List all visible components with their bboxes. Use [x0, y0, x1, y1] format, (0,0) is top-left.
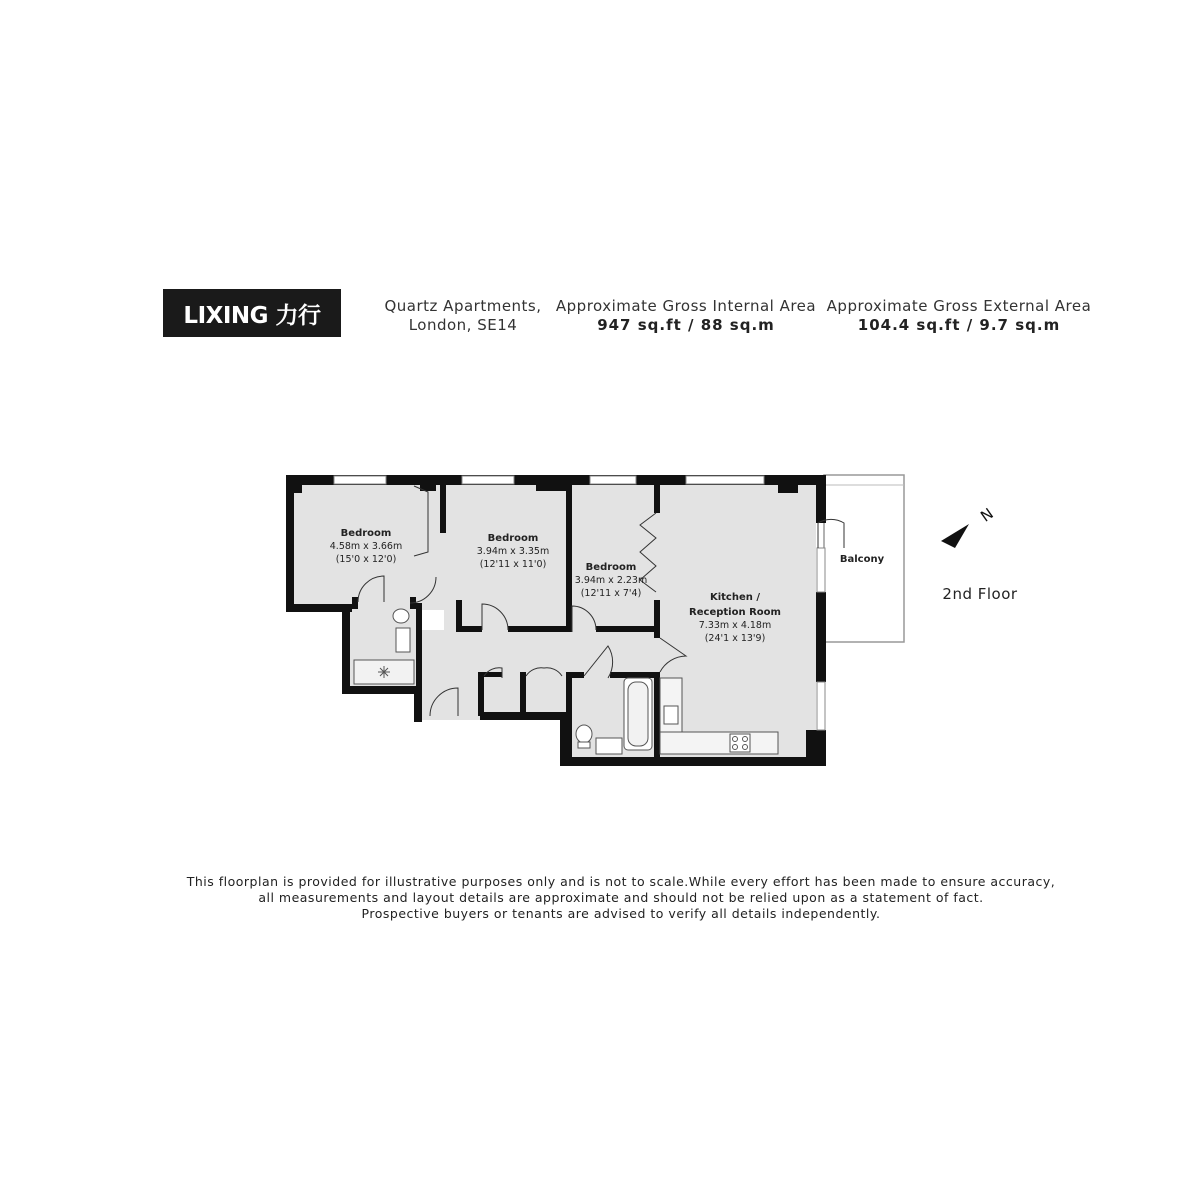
kitchen-sink: [664, 706, 678, 724]
wall-right-mid: [816, 592, 826, 682]
kitchen-metric: 7.33m x 4.18m: [698, 620, 772, 631]
wall-bed1-bed2: [440, 485, 446, 533]
kitchen-imperial: (24'1 x 13'9): [704, 633, 766, 644]
balcony-name: Balcony: [839, 554, 885, 565]
kitchen-counter-bottom: [660, 732, 778, 754]
bathtub-basin: [628, 682, 648, 746]
pier: [536, 485, 566, 491]
bedroom-1-metric: 4.58m x 3.66m: [329, 541, 403, 552]
wall-bottom: [560, 757, 826, 766]
wall-bath-top-a: [610, 672, 656, 678]
wall-cupboard-a: [478, 672, 484, 716]
pier: [806, 730, 818, 760]
bedroom-2-floor: [444, 485, 568, 630]
window-kitchen-side: [817, 548, 825, 592]
hob-ring: [743, 737, 748, 742]
bedroom-2-metric: 3.94m x 3.35m: [476, 546, 550, 557]
window-bed3: [590, 476, 636, 484]
internal-area-label: Approximate Gross Internal Area: [555, 297, 817, 315]
basin-ensuite: [396, 628, 410, 652]
lixing-logo: LIXING 力行: [163, 289, 341, 337]
wall-right-upper: [816, 475, 826, 523]
wall-hall-left: [414, 686, 422, 722]
toilet-ensuite: [393, 609, 409, 623]
hob-ring: [743, 745, 748, 750]
wall-bed2-bottom-b: [508, 626, 570, 632]
basin-bath: [596, 738, 622, 754]
address-line-1: Quartz Apartments,: [384, 297, 542, 315]
wall-cupboard-b: [520, 672, 526, 716]
bedroom-3-name: Bedroom: [585, 562, 637, 573]
wall-ensuite-left: [342, 604, 350, 694]
toilet-bath-cistern: [578, 742, 590, 748]
bedroom-3-metric: 3.94m x 2.23m: [574, 575, 648, 586]
window-kitchen-side-2: [817, 682, 825, 730]
compass-north-letter: N: [977, 504, 997, 526]
wall-kitchen-bath: [654, 672, 660, 764]
bedroom-1-imperial: (15'0 x 12'0): [335, 554, 397, 565]
wall-bed2-lower: [456, 600, 462, 632]
floor-label: 2nd Floor: [942, 585, 1018, 603]
bedroom-2-name: Bedroom: [487, 533, 539, 544]
wall-bed3-kitchen-low: [654, 600, 660, 638]
wall-left: [286, 475, 294, 612]
window-bed1: [334, 476, 386, 484]
wall-ensuite-bottom: [342, 686, 422, 694]
wall-bed2-bottom-a: [462, 626, 482, 632]
wall-bed1-ensuite-a: [352, 597, 358, 609]
disclaimer-line-3: Prospective buyers or tenants are advised to verify all details independently.: [361, 906, 881, 921]
kitchen-name-2: Reception Room: [689, 607, 781, 618]
wall-cupboard-top: [478, 672, 502, 677]
toilet-bath: [576, 725, 592, 743]
external-area-label: Approximate Gross External Area: [826, 297, 1092, 315]
disclaimer-line-2: all measurements and layout details are approximate and should not be relied upon as a statement of fact.: [258, 890, 984, 905]
bedroom-3-imperial: (12'11 x 7'4): [580, 588, 642, 599]
kitchen-name-1: Kitchen /: [709, 592, 761, 603]
internal-area-value: 947 sq.ft / 88 sq.m: [597, 316, 775, 334]
hob-ring: [733, 745, 738, 750]
wall-bath-left-inner: [566, 672, 572, 762]
pier: [294, 485, 302, 493]
compass-arrow: [941, 524, 969, 548]
window-kitchen: [686, 476, 764, 484]
bedroom-2-imperial: (12'11 x 11'0): [479, 559, 547, 570]
wall-bed3-kitchen-top: [654, 485, 660, 513]
disclaimer-line-1: This floorplan is provided for illustrative purposes only and is not to scale.While every effort has been made to ensure accuracy,: [186, 874, 1056, 889]
window-bed2: [462, 476, 514, 484]
disclaimer: [100, 874, 1142, 922]
external-area-value: 104.4 sq.ft / 9.7 sq.m: [857, 316, 1061, 334]
wall-bed2-bed3: [566, 485, 572, 632]
hob: [730, 734, 750, 752]
wall-ensuite-right: [416, 603, 422, 687]
bedroom-1-name: Bedroom: [340, 528, 392, 539]
compass-icon: [941, 504, 997, 548]
address-line-2: London, SE14: [408, 316, 518, 334]
hob-ring: [733, 737, 738, 742]
wall-bed3-bottom: [596, 626, 656, 632]
pier: [778, 485, 798, 493]
